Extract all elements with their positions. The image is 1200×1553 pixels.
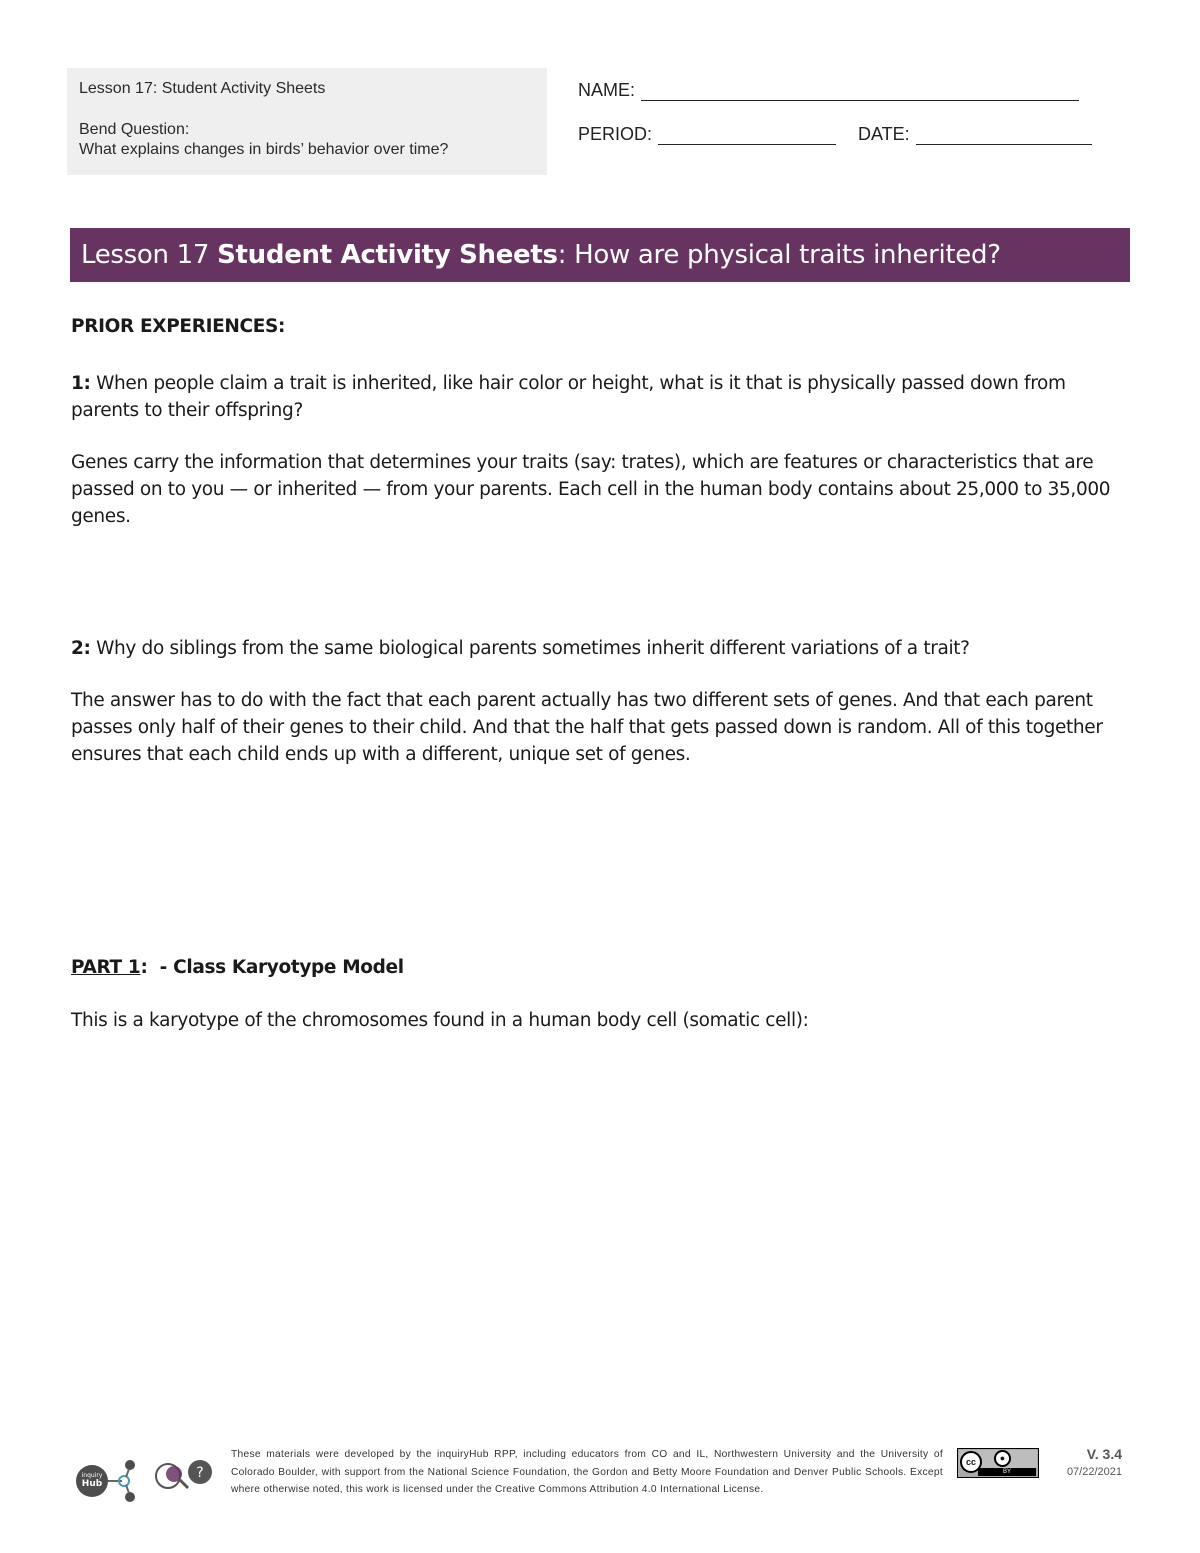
lesson-label: Lesson 17: Student Activity Sheets [79, 80, 326, 97]
creative-commons-badge-icon [957, 1448, 1039, 1478]
cc-by-label: BY [978, 1468, 1036, 1476]
q1-number: 1: [71, 373, 91, 394]
name-line[interactable] [641, 84, 1079, 101]
part1-intro [71, 1007, 1133, 1034]
a2-text: The answer has to do with the fact that each parent actually has two different sets of genes. And that each parent passes only half of their genes to their child. And that the half that gets passed down is random. All of this together ensures that each child ends up with a different, unique set of genes. [71, 690, 1103, 765]
bend-question: What explains changes in birds’ behavior over time? [79, 141, 449, 158]
question-1 [71, 370, 1133, 424]
part1-label: PART 1 [71, 957, 141, 978]
name-label: NAME: [578, 80, 636, 100]
logo-text-inquiry: inquiry [81, 1472, 103, 1479]
prior-heading-block [71, 313, 1133, 340]
version-label: V. 3.4 [1086, 1446, 1122, 1462]
name-field[interactable] [578, 80, 1079, 101]
footer-license-text: These materials were developed by the inquiryHub RPP, including educators from CO and IL, Northwestern University and the University of Colorado Boulder, with support from the National Science Foundation, the Gordon and Betty Moore Foundation and Denver Public Schools. Except where otherwise noted, this work is licensed under the Creative Commons Attribution 4.0 International License. [231, 1449, 943, 1495]
date-field[interactable] [858, 124, 1092, 145]
a1-text: Genes carry the information that determines your traits (say: trates), which are features or characteristics that are passed on to you — or inherited — from your parents. Each cell in the human body contains about 25,000 to 35,000 genes. [71, 452, 1111, 527]
banner-prefix: Lesson 17 [81, 240, 218, 270]
q2-number: 2: [71, 638, 91, 659]
svg-text:?: ? [196, 1465, 204, 1481]
inquiry-magnifier-logo-icon [154, 1458, 216, 1494]
period-label: PERIOD: [578, 124, 653, 144]
banner-bold: Student Activity Sheets [217, 240, 558, 270]
title-banner [70, 228, 1130, 282]
cc-icon: cc [960, 1451, 982, 1473]
part1-intro-text: This is a karyotype of the chromosomes found in a human body cell (somatic cell): [71, 1010, 809, 1031]
date-label: DATE: [858, 124, 910, 144]
part1-title: - Class Karyotype Model [147, 957, 404, 978]
q1-text: When people claim a trait is inherited, like hair color or height, what is it that is physically passed down from parents to their offspring? [71, 373, 1066, 421]
answer-1 [71, 449, 1133, 530]
version-date: 07/22/2021 [1066, 1466, 1122, 1478]
period-line[interactable] [658, 128, 836, 145]
attribution-person-icon: ● [994, 1450, 1011, 1467]
bend-label: Bend Question: [79, 121, 190, 138]
part1-heading [71, 954, 1133, 981]
lesson-header-box [67, 68, 547, 175]
answer-2 [71, 687, 1133, 768]
part1-colon: : [140, 957, 148, 978]
banner-suffix: : How are physical traits inherited? [557, 240, 1001, 270]
question-2 [71, 635, 1133, 662]
logo-text-hub: Hub [81, 1479, 103, 1489]
prior-heading: PRIOR EXPERIENCES: [71, 316, 286, 337]
q2-text: Why do siblings from the same biological parents sometimes inherit different variations of a trait? [90, 638, 970, 659]
inquiryhub-logo-icon [74, 1453, 140, 1503]
period-field[interactable] [578, 124, 836, 145]
date-line[interactable] [916, 128, 1092, 145]
